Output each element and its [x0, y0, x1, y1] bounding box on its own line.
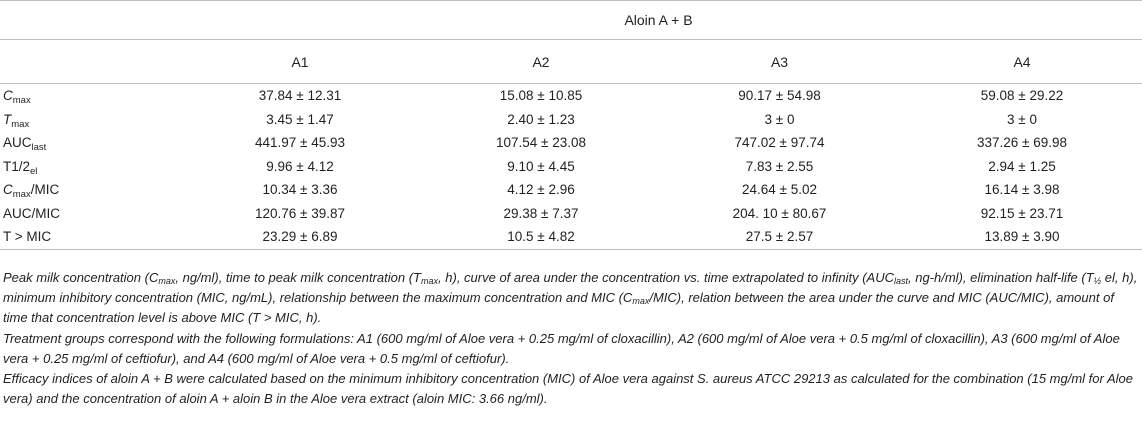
row-label: $C_{max}$/MIC [3, 182, 60, 201]
table-cell: 337.26 ± 69.98 [977, 135, 1067, 151]
table-row-half-life [0, 155, 1142, 179]
table-cell: 13.89 ± 3.90 [902, 225, 1142, 249]
column-header-a4: A4 [902, 40, 1142, 84]
table-cell: 10.5 ± 4.82 [425, 225, 657, 249]
table-cell: 747.02 ± 97.74 [734, 135, 825, 151]
table-row-time-above-mic [0, 225, 1142, 249]
table-cell: 29.38 ± 7.37 [503, 205, 579, 221]
row-label: T > MIC [0, 225, 175, 249]
table-cell: 4.12 ± 2.96 [507, 182, 575, 198]
group-header-row [0, 1, 1142, 40]
table-cell: 16.14 ± 3.98 [984, 182, 1060, 198]
table-row-auclast [0, 131, 1142, 155]
column-header-row [0, 40, 1142, 84]
table-cell: 90.17 ± 54.98 [657, 84, 902, 108]
table-cell: 2.40 ± 1.23 [507, 111, 575, 127]
table-cell: 59.08 ± 29.22 [902, 84, 1142, 108]
table-cell: 24.64 ± 5.02 [742, 182, 817, 198]
table-cell: 3 ± 0 [764, 111, 795, 127]
table-cell: 441.97 ± 45.93 [255, 135, 345, 151]
table-row-tmax [0, 108, 1142, 132]
table-cell: 107.54 ± 23.08 [496, 135, 586, 151]
column-header-a3: A3 [657, 40, 902, 84]
table-cell: 3.45 ± 1.47 [266, 111, 334, 127]
table-cell: 27.5 ± 2.57 [657, 225, 902, 249]
empty-corner-cell [0, 1, 175, 40]
table-cell: 2.94 ± 1.25 [988, 158, 1056, 174]
row-label: $T1/2_{el}$ [3, 158, 38, 177]
table-cell: 204. 10 ± 80.67 [732, 205, 827, 221]
table-cell: 15.08 ± 10.85 [425, 84, 657, 108]
row-label: AUC/MIC [3, 205, 60, 221]
table-row-auc-mic [0, 202, 1142, 226]
row-label: $C_{max}$ [0, 84, 175, 108]
table-cell: 9.10 ± 4.45 [507, 158, 575, 174]
footnote-abbreviations: Peak milk concentration ($C_{max}$, ng/ml), time to peak milk concentration ($T_{max}$, h), curve of area under the concentration vs. time extrapolated to infinity ($AUC_{last}$, ng-h/ml), elimination half-life ($T_{\frac{1}{2}}$ el, h), minimum inhibitory concentration (MIC, ng/mL), relationship between the maximum concentration and MIC $(C_{max}/MIC)$, relation between the area under the curve and MIC (AUC/MIC), amount of time that concentration level is above MIC (T > MIC, h). [3, 270, 1138, 326]
table-cell: 7.83 ± 2.55 [745, 158, 814, 174]
row-label: $T_{max}$ [3, 111, 30, 130]
footnote-treatment-groups: Treatment groups correspond with the following formulations: A1 (600 mg/ml of Aloe vera + 0.25 mg/ml of cloxacillin), A2 (600 mg/ml of Aloe vera + 0.5 mg/ml of cloxacillin), A3 (600 mg/ml of Aloe vera + 0.25 mg/ml of ceftiofur), and A4 (600 mg/ml of Aloe vera + 0.5 mg/ml of ceftiofur). [3, 330, 1120, 366]
group-header: Aloin A + B [624, 12, 693, 28]
table-row-cmax-mic [0, 178, 1142, 202]
empty-header-cell [0, 40, 175, 84]
footnote-efficacy-indices: Efficacy indices of aloin A + B were calculated based on the minimum inhibitory concentration (MIC) of Aloe vera against S. aureus ATCC 29213 as calculated for the combination (15 mg/ml for Aloe vera) and the concentration of aloin A + aloin B in the Aloe vera extract (aloin MIC: 3.66 ng/ml). [3, 371, 1133, 407]
table-cell: 37.84 ± 12.31 [175, 84, 425, 108]
table-row-cmax [0, 84, 1142, 108]
table-cell: 23.29 ± 6.89 [175, 225, 425, 249]
table-cell: 120.76 ± 39.87 [255, 205, 345, 221]
column-header-a1: A1 [175, 40, 425, 84]
row-label: $AUC_{last}$ [3, 135, 47, 154]
column-header-a2: A2 [425, 40, 657, 84]
table-cell: 10.34 ± 3.36 [262, 182, 338, 198]
table-cell: 3 ± 0 [1007, 111, 1037, 127]
table-cell: 92.15 ± 23.71 [980, 205, 1064, 221]
table-footnotes [3, 268, 1139, 409]
table-cell: 9.96 ± 4.12 [266, 158, 334, 174]
